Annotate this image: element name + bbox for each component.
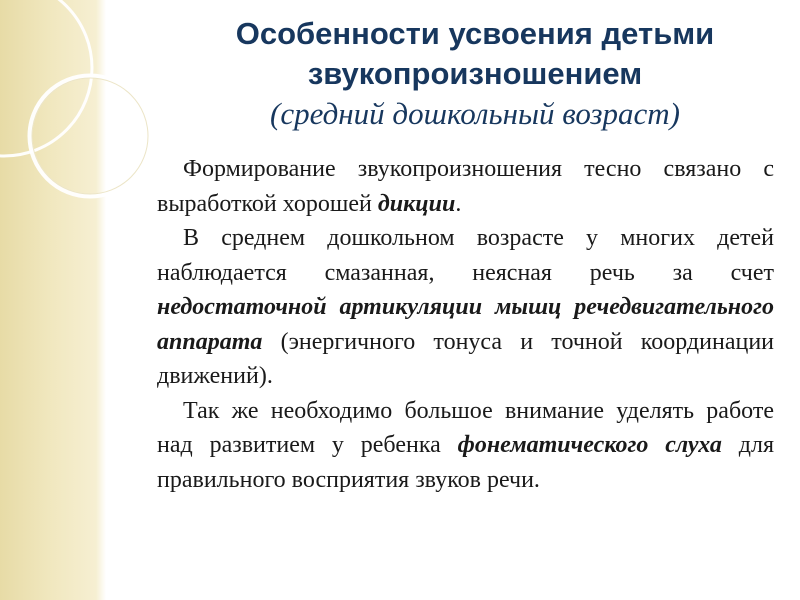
paragraph-2-emphasis: недостаточной артикуляции мышц речедвигательного аппарата <box>157 294 774 355</box>
paragraph-3-tail: для правильного восприятия звуков речи. <box>157 432 774 493</box>
paragraph-1-emphasis: дикции <box>377 190 456 217</box>
paragraph-3-text: Так же необходимо большое внимание уделять работе над развитием у ребенка <box>157 397 774 458</box>
paragraph-1 <box>157 152 774 221</box>
ring-medium-shadow <box>32 78 148 194</box>
paragraph-3-emphasis: фонематического слуха <box>457 432 722 458</box>
subtitle: (средний дошкольный возраст) <box>270 96 680 131</box>
ring-medium <box>30 76 150 196</box>
paragraph-2-tail: (энергичного тонуса и точной координации движений). <box>157 328 774 389</box>
title-line-1: Особенности усвоения детьми <box>235 16 715 51</box>
paragraph-1-tail: . <box>455 190 462 217</box>
paragraph-1-text: Формирование звукопроизношения тесно связано с выработкой хорошей <box>157 156 774 217</box>
title-line-2: звукопроизношением <box>307 56 643 91</box>
paragraph-2 <box>157 221 774 394</box>
body-text <box>157 152 774 497</box>
paragraph-2-text: В среднем дошкольном возрасте у многих детей наблюдается смазанная, неясная речь за счет <box>157 225 774 286</box>
title-block <box>160 14 790 134</box>
paragraph-3 <box>157 394 774 498</box>
